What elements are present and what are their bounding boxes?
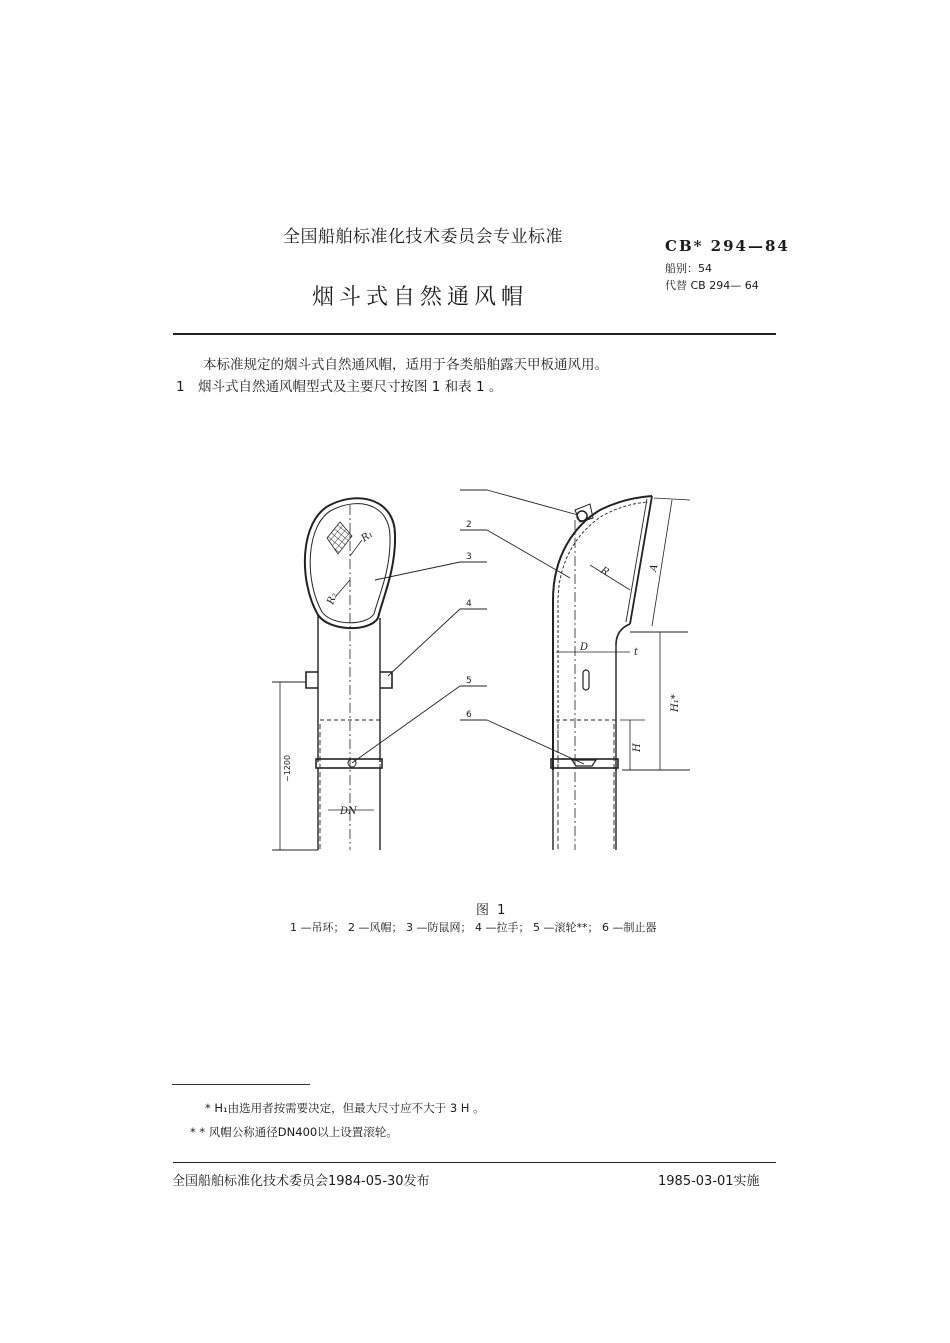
handle-slot-side bbox=[583, 670, 589, 690]
intro-paragraph: 本标准规定的烟斗式自然通风帽，适用于各类船舶露天甲板通风用。 bbox=[203, 357, 608, 373]
implementation-date: 1985-03-01实施 bbox=[658, 1174, 760, 1189]
category-code: 船别：54 bbox=[665, 262, 712, 275]
callout-2: 2 bbox=[466, 520, 472, 530]
hood-opening-edge bbox=[630, 496, 652, 624]
handle-left-front bbox=[306, 672, 318, 688]
hood-outline-side bbox=[553, 496, 652, 770]
callout-3: 3 bbox=[466, 552, 472, 562]
issue-date: 全国船舶标准化技术委员会1984-05-30发布 bbox=[172, 1174, 430, 1189]
figure-legend: 1 —吊环； 2 —风帽； 3 —防鼠网； 4 —拉手； 5 —滚轮**； 6 —制止器 bbox=[290, 921, 657, 934]
callout-leaders bbox=[352, 490, 584, 764]
figure-caption: 图 1 bbox=[476, 903, 508, 918]
dim-t: t bbox=[634, 647, 639, 658]
dim-d: D bbox=[580, 642, 589, 653]
standard-code: CB* 294—84 bbox=[665, 237, 790, 255]
dim-r: R bbox=[598, 565, 611, 579]
dim-r1: R₁ bbox=[359, 528, 376, 545]
clause-text: 烟斗式自然通风帽型式及主要尺寸按图 1 和表 1 。 bbox=[198, 379, 503, 395]
document-title: 烟斗式自然通风帽 bbox=[312, 285, 529, 310]
replaces-standard: 代替 CB 294— 64 bbox=[665, 279, 759, 292]
footnote-1: * H₁由选用者按需要决定，但最大尺寸应不大于 3 H 。 bbox=[205, 1101, 485, 1115]
clause-number: 1 bbox=[176, 379, 185, 395]
stopper bbox=[572, 760, 596, 766]
callout-4: 4 bbox=[466, 599, 472, 609]
callout-5: 5 bbox=[466, 676, 472, 686]
side-view bbox=[551, 496, 690, 850]
footnote-2: * * 风帽公称通径DN400以上设置滚轮。 bbox=[190, 1125, 398, 1139]
front-view bbox=[272, 498, 395, 850]
dim-dn: DN bbox=[340, 806, 357, 817]
dim-h1: H₁* bbox=[670, 694, 681, 712]
mesh-patch bbox=[327, 522, 352, 554]
dim-r2: R₂ bbox=[325, 591, 340, 607]
issuing-organization: 全国船舶标准化技术委员会专业标准 bbox=[283, 227, 563, 247]
callout-6: 6 bbox=[466, 710, 472, 720]
footer-rule bbox=[173, 1162, 776, 1163]
dim-height-1200: ~1200 bbox=[283, 754, 292, 782]
dim-a: A bbox=[648, 563, 661, 573]
footnote-rule bbox=[172, 1084, 310, 1085]
dim-h: H bbox=[632, 743, 643, 752]
